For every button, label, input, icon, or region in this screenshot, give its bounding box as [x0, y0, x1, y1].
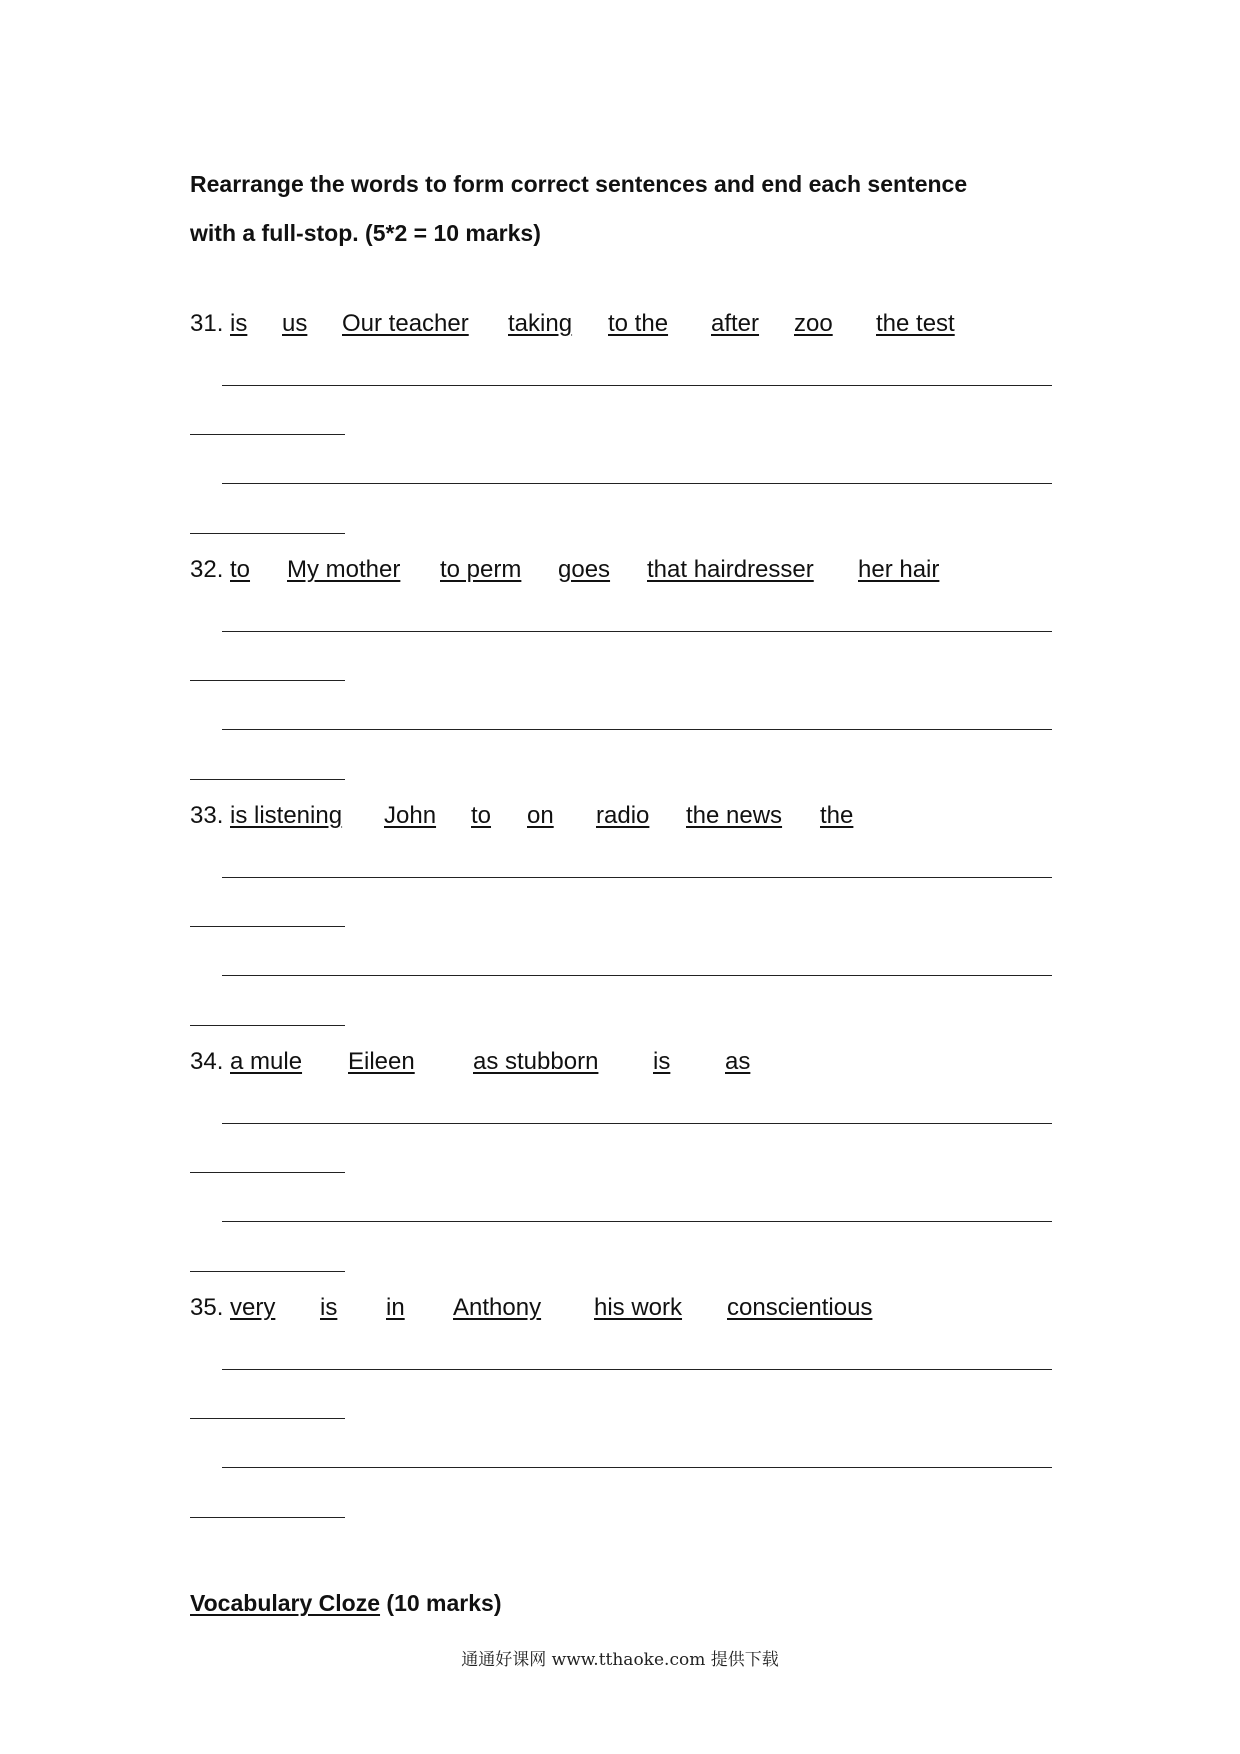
answer-line[interactable] [190, 533, 345, 534]
question-number: 32. [190, 556, 224, 583]
answer-line[interactable] [222, 1369, 1052, 1370]
word-chip: a mule [230, 1048, 303, 1075]
instructions [190, 160, 1070, 258]
instruction-line-2: with a full-stop. (5*2 = 10 marks) [190, 220, 541, 246]
word-chip: her hair [858, 556, 940, 583]
section-heading [190, 1590, 502, 1617]
section-title: Vocabulary Cloze [190, 1590, 381, 1616]
word-chip: goes [558, 556, 611, 583]
instruction-line-1: Rearrange the words to form correct sentences and end each sentence [190, 171, 968, 197]
answer-line[interactable] [190, 1517, 345, 1518]
word-chip: as stubborn [473, 1048, 599, 1075]
question-33 [190, 800, 1090, 832]
word-chip: Our teacher [342, 310, 469, 337]
word-chip: to [471, 802, 492, 829]
answer-line[interactable] [190, 779, 345, 780]
answer-line[interactable] [190, 1172, 345, 1173]
answer-line[interactable] [222, 631, 1052, 632]
answer-line[interactable] [222, 483, 1052, 484]
answer-line[interactable] [222, 1467, 1052, 1468]
word-chip: that hairdresser [647, 556, 814, 583]
section-marks: (10 marks) [380, 1590, 502, 1616]
answer-line[interactable] [222, 877, 1052, 878]
question-number: 31. [190, 310, 224, 337]
answer-line[interactable] [222, 729, 1052, 730]
answer-line[interactable] [222, 975, 1052, 976]
word-chip: is [230, 310, 248, 337]
answer-line[interactable] [190, 680, 345, 681]
question-words [190, 308, 1090, 340]
question-32 [190, 554, 1090, 586]
word-chip: on [527, 802, 554, 829]
word-chip: to [230, 556, 251, 583]
word-chip: his work [594, 1294, 683, 1321]
question-number: 34. [190, 1048, 224, 1075]
word-chip: taking [508, 310, 573, 337]
word-chip: Anthony [453, 1294, 542, 1321]
word-chip: as [725, 1048, 751, 1075]
word-chip: after [711, 310, 760, 337]
word-chip: the news [686, 802, 783, 829]
word-chip: us [282, 310, 308, 337]
word-chip: very [230, 1294, 276, 1321]
word-chip: the test [876, 310, 955, 337]
word-chip: the [820, 802, 854, 829]
word-chip: conscientious [727, 1294, 873, 1321]
word-chip: is listening [230, 802, 343, 829]
answer-line[interactable] [190, 1025, 345, 1026]
word-chip: zoo [794, 310, 833, 337]
word-chip: to perm [440, 556, 522, 583]
answer-line[interactable] [222, 1221, 1052, 1222]
question-34 [190, 1046, 1090, 1078]
word-chip: radio [596, 802, 650, 829]
word-chip: in [386, 1294, 405, 1321]
word-chip: My mother [287, 556, 401, 583]
word-chip: is [653, 1048, 671, 1075]
question-number: 35. [190, 1294, 224, 1321]
answer-line[interactable] [222, 385, 1052, 386]
word-chip: to the [608, 310, 669, 337]
answer-line[interactable] [190, 434, 345, 435]
answer-line[interactable] [190, 1418, 345, 1419]
footer-watermark: 通通好课网 www.tthaoke.com 提供下载 [461, 1650, 779, 1670]
question-words [190, 800, 1090, 832]
question-words [190, 554, 1090, 586]
question-31 [190, 308, 1090, 340]
question-words [190, 1046, 1090, 1078]
word-chip: Eileen [348, 1048, 415, 1075]
word-chip: is [320, 1294, 338, 1321]
question-words [190, 1292, 1090, 1324]
answer-line[interactable] [190, 926, 345, 927]
word-chip: John [384, 802, 437, 829]
question-number: 33. [190, 802, 224, 829]
answer-line[interactable] [222, 1123, 1052, 1124]
question-35 [190, 1292, 1090, 1324]
answer-line[interactable] [190, 1271, 345, 1272]
